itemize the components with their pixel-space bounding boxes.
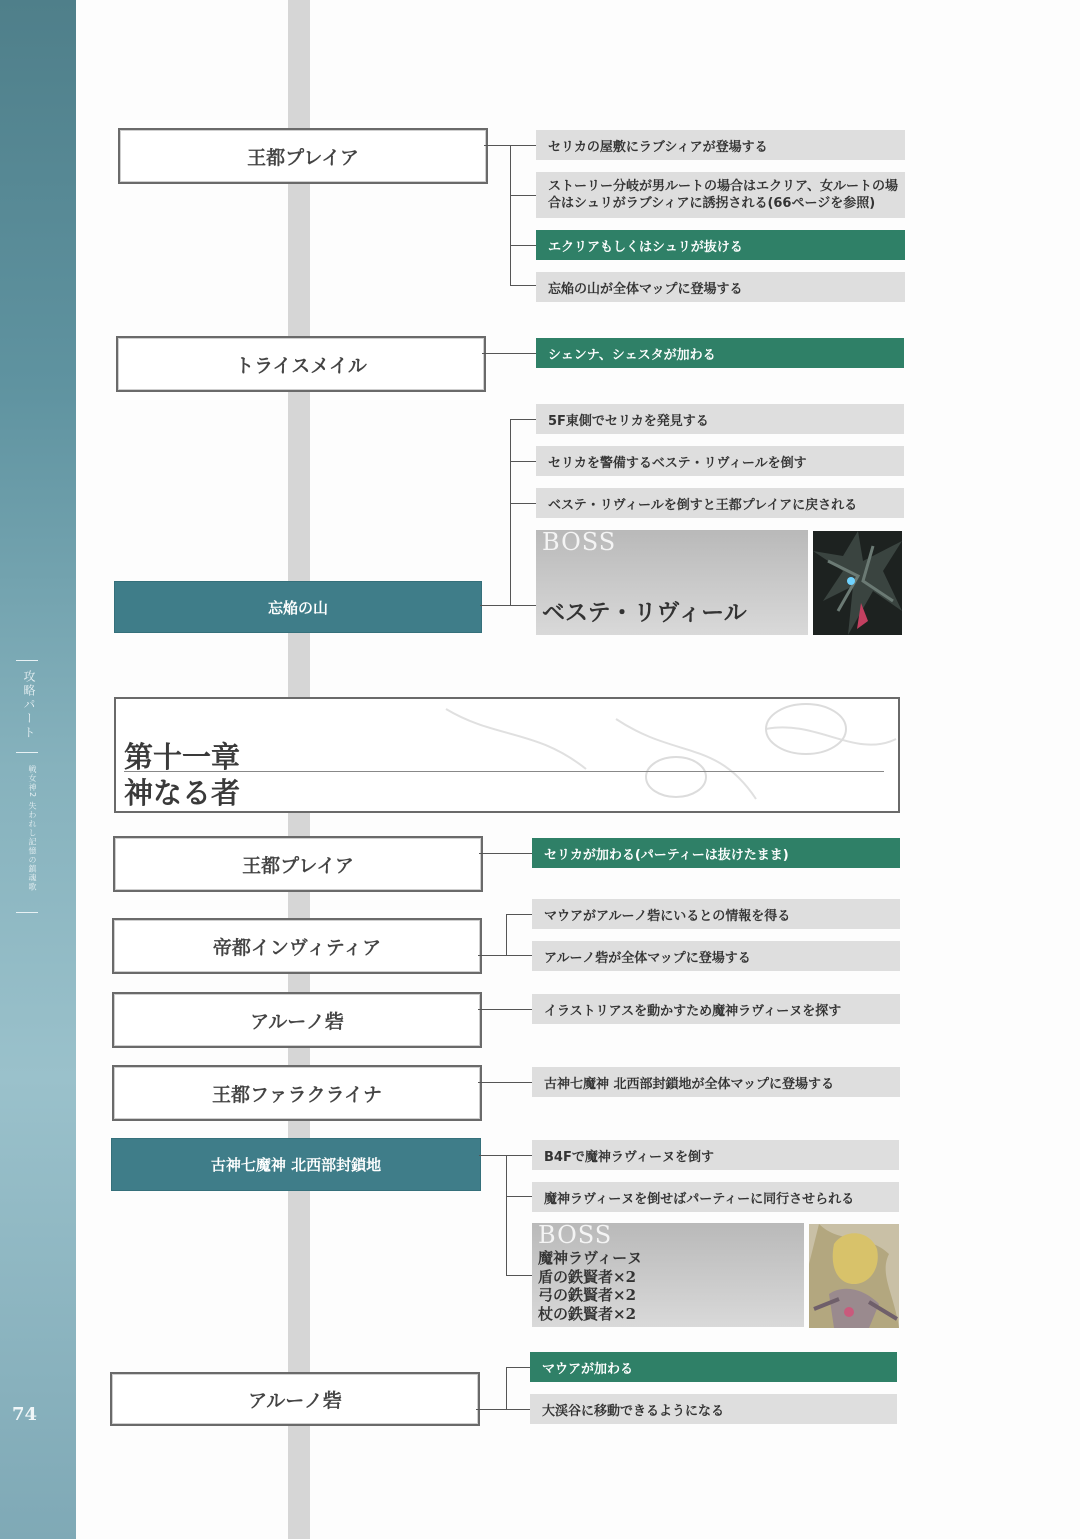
chapter-header (114, 697, 900, 813)
location-box: トライスメイル (116, 336, 486, 392)
location-box: 王都プレイア (118, 128, 488, 184)
connector (479, 853, 532, 854)
connector (506, 1367, 507, 1410)
location-box: 王都ファラクライナ (112, 1065, 482, 1121)
connector (478, 955, 506, 956)
connector (510, 419, 536, 420)
sidebar (0, 0, 76, 1539)
connector (478, 1009, 532, 1010)
connector (506, 914, 532, 915)
event-bar: マウアがアルーノ砦にいるとの情報を得る (532, 899, 900, 929)
location-box: アルーノ砦 (112, 992, 482, 1048)
boss-name: ベステ・リヴィール (542, 599, 747, 626)
event-bar: セリカを警備するベステ・リヴィールを倒す (536, 446, 904, 476)
connector (478, 1082, 532, 1083)
location-box-highlight: 古神七魔神 北西部封鎖地 (111, 1138, 481, 1191)
connector (510, 461, 536, 462)
boss-portrait-image (809, 1224, 899, 1328)
boss-list-item: 弓の鉄賢者×2 (538, 1286, 637, 1304)
event-bar-highlight: セリカが加わる(パーティーは抜けたまま) (532, 838, 900, 868)
connector (510, 503, 536, 504)
connector (506, 914, 507, 956)
connector (510, 605, 536, 606)
event-bar: アルーノ砦が全体マップに登場する (532, 941, 900, 971)
event-bar: ベステ・リヴィールを倒すと王都プレイアに戻される (536, 488, 904, 518)
section-label: 攻略パート (22, 670, 36, 740)
boss-list-item: 盾の鉄賢者×2 (538, 1267, 637, 1286)
boss-list (538, 1249, 642, 1323)
event-bar-highlight: マウアが加わる (530, 1352, 897, 1382)
event-bar-highlight: エクリアもしくはシュリが抜ける (536, 230, 905, 260)
event-bar: 5F東側でセリカを発見する (536, 404, 904, 434)
connector (510, 145, 511, 285)
event-bar: 忘焔の山が全体マップに登場する (536, 272, 905, 302)
boss-panel (536, 530, 808, 635)
boss-list-item: 魔神ラヴィーヌ (538, 1249, 643, 1267)
sidebar-rule (16, 912, 38, 913)
event-bar: セリカの屋敷にラブシィアが登場する (536, 130, 905, 160)
connector (482, 353, 536, 354)
event-bar: 魔神ラヴィーヌを倒せばパーティーに同行させられる (532, 1182, 899, 1212)
sidebar-rule (16, 660, 38, 661)
connector (510, 145, 536, 146)
connector (476, 1409, 506, 1410)
location-box: 帝都インヴィティア (112, 918, 482, 974)
boss-tag: BOSS (538, 1221, 613, 1249)
connector (506, 955, 532, 956)
location-box: アルーノ砦 (110, 1372, 480, 1426)
boss-list-item: 杖の鉄賢者×2 (538, 1304, 637, 1323)
connector (506, 1155, 507, 1275)
connector (510, 285, 536, 286)
connector (510, 245, 536, 246)
event-bar: イラストリアスを動かすため魔神ラヴィーヌを探す (532, 994, 900, 1024)
sidebar-rule (16, 752, 38, 753)
game-title-label: 戦女神2 失われし記憶の鎮魂歌 (28, 765, 37, 892)
connector (484, 145, 510, 146)
boss-panel (532, 1223, 804, 1327)
location-box-highlight: 忘焔の山 (114, 581, 482, 633)
chapter-title: 神なる者 (124, 776, 241, 810)
connector (506, 1367, 530, 1368)
event-bar: 古神七魔神 北西部封鎖地が全体マップに登場する (532, 1067, 900, 1097)
event-bar: B4Fで魔神ラヴィーヌを倒す (532, 1140, 899, 1170)
connector (510, 195, 536, 196)
connector (479, 1155, 506, 1156)
connector (506, 1409, 530, 1410)
connector (506, 1196, 532, 1197)
event-bar: ストーリー分岐が男ルートの場合はエクリア、女ルートの場合はシュリがラブシィアに誘拐される(66ページを参照) (536, 172, 905, 218)
event-bar: 大渓谷に移動できるようになる (530, 1394, 897, 1424)
boss-portrait-image (813, 531, 902, 635)
connector (506, 1155, 532, 1156)
page-number: 74 (12, 1404, 38, 1425)
event-bar-highlight: シェンナ、シェスタが加わる (536, 338, 904, 368)
boss-tag: BOSS (542, 528, 617, 556)
connector (510, 419, 511, 606)
chapter-number: 第十一章 (124, 740, 241, 774)
connector (506, 1275, 532, 1276)
location-box: 王都プレイア (113, 836, 483, 892)
connector (480, 605, 510, 606)
